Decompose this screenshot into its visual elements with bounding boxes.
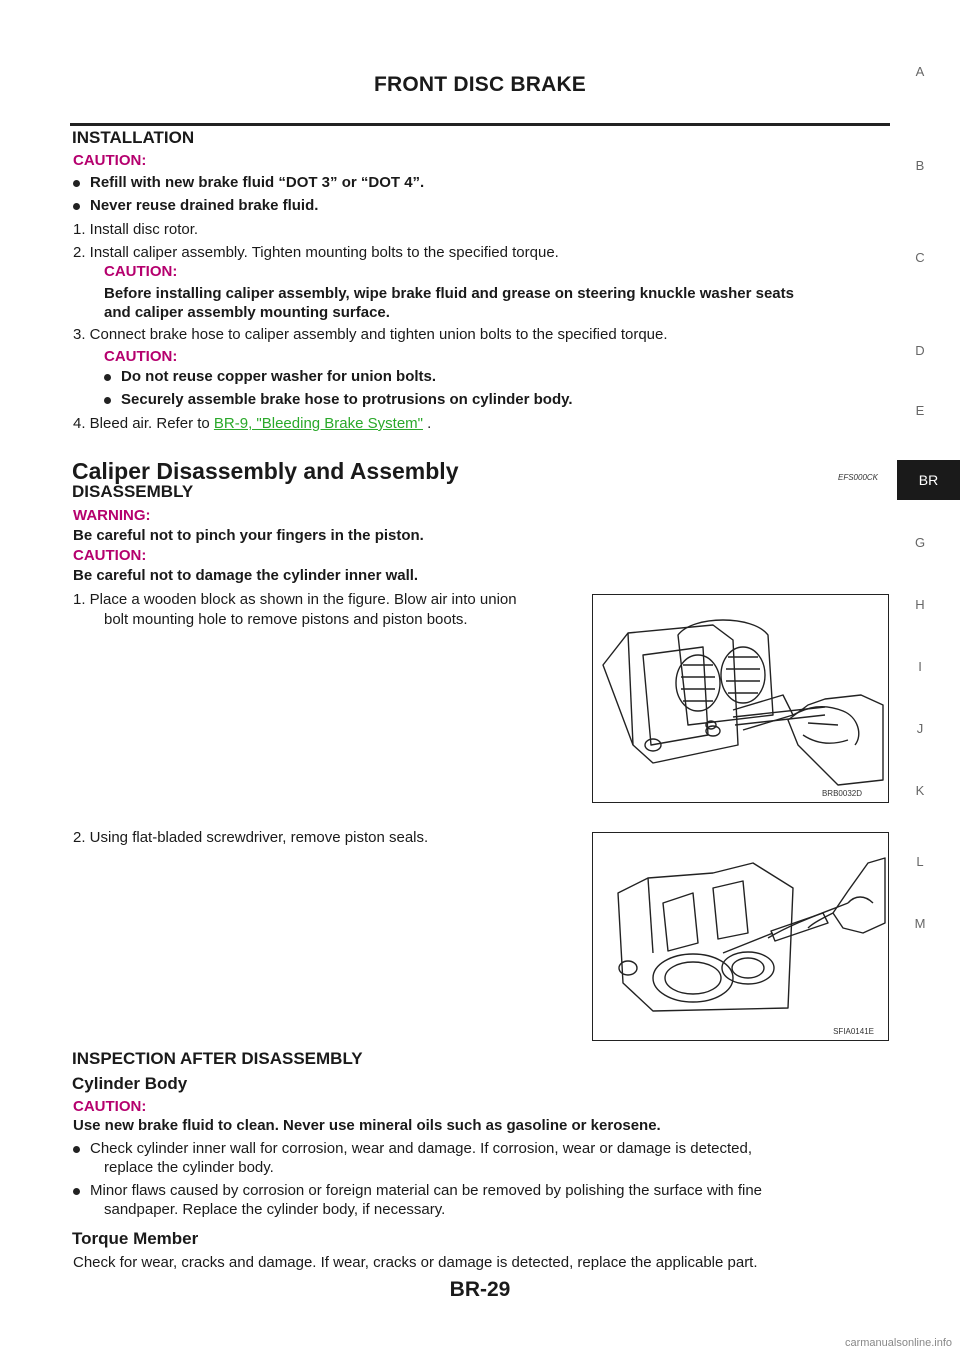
step3-bullet-1: Do not reuse copper washer for union bolts.	[104, 368, 436, 385]
installation-bullet-2: Never reuse drained brake fluid.	[73, 197, 318, 214]
figure-brb0032d	[592, 594, 889, 803]
inspection-bullet-1-line-1: Check cylinder inner wall for corrosion, wear and damage. If corrosion, wear or damage is detected,	[73, 1140, 752, 1157]
step3-caution-label: CAUTION:	[104, 348, 178, 365]
installation-step-1: 1. Install disc rotor.	[73, 221, 199, 238]
sidebar-letter-g[interactable]: G	[914, 535, 926, 550]
bullet-dot-icon	[73, 203, 80, 210]
step2-caution-line-1: Before installing caliper assembly, wipe brake fluid and grease on steering knuckle washer seats	[104, 285, 794, 302]
step2-caution-label: CAUTION:	[104, 263, 178, 280]
sidebar-letter-a[interactable]: A	[915, 64, 925, 79]
warning-label: WARNING:	[73, 507, 151, 524]
torque-member-text: Check for wear, cracks and damage. If wear, cracks or damage is detected, replace the applicable part.	[73, 1254, 758, 1271]
sidebar-letter-l[interactable]: L	[916, 854, 924, 869]
bullet-dot-icon	[104, 397, 111, 404]
disassembly-heading: DISASSEMBLY	[72, 482, 194, 501]
inspection-caution-label: CAUTION:	[73, 1098, 147, 1115]
sidebar-letter-e[interactable]: E	[915, 403, 925, 418]
installation-heading: INSTALLATION	[72, 128, 195, 147]
step2-caution-line-2: and caliper assembly mounting surface.	[104, 304, 390, 321]
sidebar-letter-d[interactable]: D	[915, 343, 925, 358]
installation-bullet-1: Refill with new brake fluid “DOT 3” or “DOT 4”.	[73, 174, 424, 191]
header-rule	[70, 123, 890, 126]
page-header-title: FRONT DISC BRAKE	[373, 73, 587, 96]
installation-step-3: 3. Connect brake hose to caliper assembly and tighten union bolts to the specified torque.	[73, 326, 668, 343]
disassembly-step-2: 2. Using flat-bladed screwdriver, remove piston seals.	[73, 829, 429, 846]
bleeding-brake-system-link[interactable]: BR-9, "Bleeding Brake System"	[213, 415, 423, 432]
disassembly-step-1-line-2: bolt mounting hole to remove pistons and piston boots.	[104, 611, 468, 628]
inspection-bullet-2-line-1: Minor flaws caused by corrosion or foreign material can be removed by polishing the surface with fine	[73, 1182, 762, 1199]
bullet-dot-icon	[73, 1188, 80, 1195]
sidebar-letter-j[interactable]: J	[916, 721, 924, 736]
watermark[interactable]: carmanualsonline.info	[844, 1337, 952, 1349]
sidebar-letter-i[interactable]: I	[918, 659, 922, 674]
inspection-heading: INSPECTION AFTER DISASSEMBLY	[72, 1049, 363, 1068]
figure-sfia0141e	[592, 832, 889, 1041]
sidebar-letter-m[interactable]: M	[914, 916, 926, 931]
torque-member-heading: Torque Member	[72, 1229, 199, 1248]
installation-step-2: 2. Install caliper assembly. Tighten mounting bolts to the specified torque.	[73, 244, 559, 261]
installation-caution-label: CAUTION:	[73, 152, 147, 169]
sidebar-letter-c[interactable]: C	[915, 250, 925, 265]
sidebar-letter-h[interactable]: H	[915, 597, 925, 612]
bullet-dot-icon	[73, 180, 80, 187]
sidebar-letter-k[interactable]: K	[915, 783, 925, 798]
figure-1-label: BRB0032D	[821, 789, 862, 798]
sidebar-tab-br[interactable]: BR	[897, 460, 960, 500]
figure-2-label: SFIA0141E	[833, 1027, 874, 1036]
inspection-bullet-1-line-2: replace the cylinder body.	[104, 1159, 274, 1176]
disassembly-step-1-line-1: 1. Place a wooden block as shown in the figure. Blow air into union	[73, 591, 517, 608]
disassembly-caution-label: CAUTION:	[73, 547, 147, 564]
inspection-caution-text: Use new brake fluid to clean. Never use mineral oils such as gasoline or kerosene.	[73, 1117, 661, 1134]
caliper-heading: Caliper Disassembly and Assembly	[72, 458, 459, 484]
cylinder-body-heading: Cylinder Body	[72, 1074, 188, 1093]
step3-bullet-2: Securely assemble brake hose to protrusions on cylinder body.	[104, 391, 573, 408]
sidebar-letter-b[interactable]: B	[915, 158, 925, 173]
caliper-piston-removal-illustration	[593, 595, 888, 802]
section-code: EFS000CK	[838, 473, 879, 482]
installation-step-4: 4. Bleed air. Refer to BR-9, "Bleeding Brake System" .	[73, 415, 432, 432]
bullet-dot-icon	[104, 374, 111, 381]
inspection-bullet-2-line-2: sandpaper. Replace the cylinder body, if necessary.	[104, 1201, 446, 1218]
piston-seal-removal-illustration	[593, 833, 888, 1040]
disassembly-caution-text: Be careful not to damage the cylinder inner wall.	[73, 567, 419, 584]
bullet-dot-icon	[73, 1146, 80, 1153]
warning-text: Be careful not to pinch your fingers in the piston.	[73, 527, 424, 544]
page-number: BR-29	[449, 1278, 511, 1301]
